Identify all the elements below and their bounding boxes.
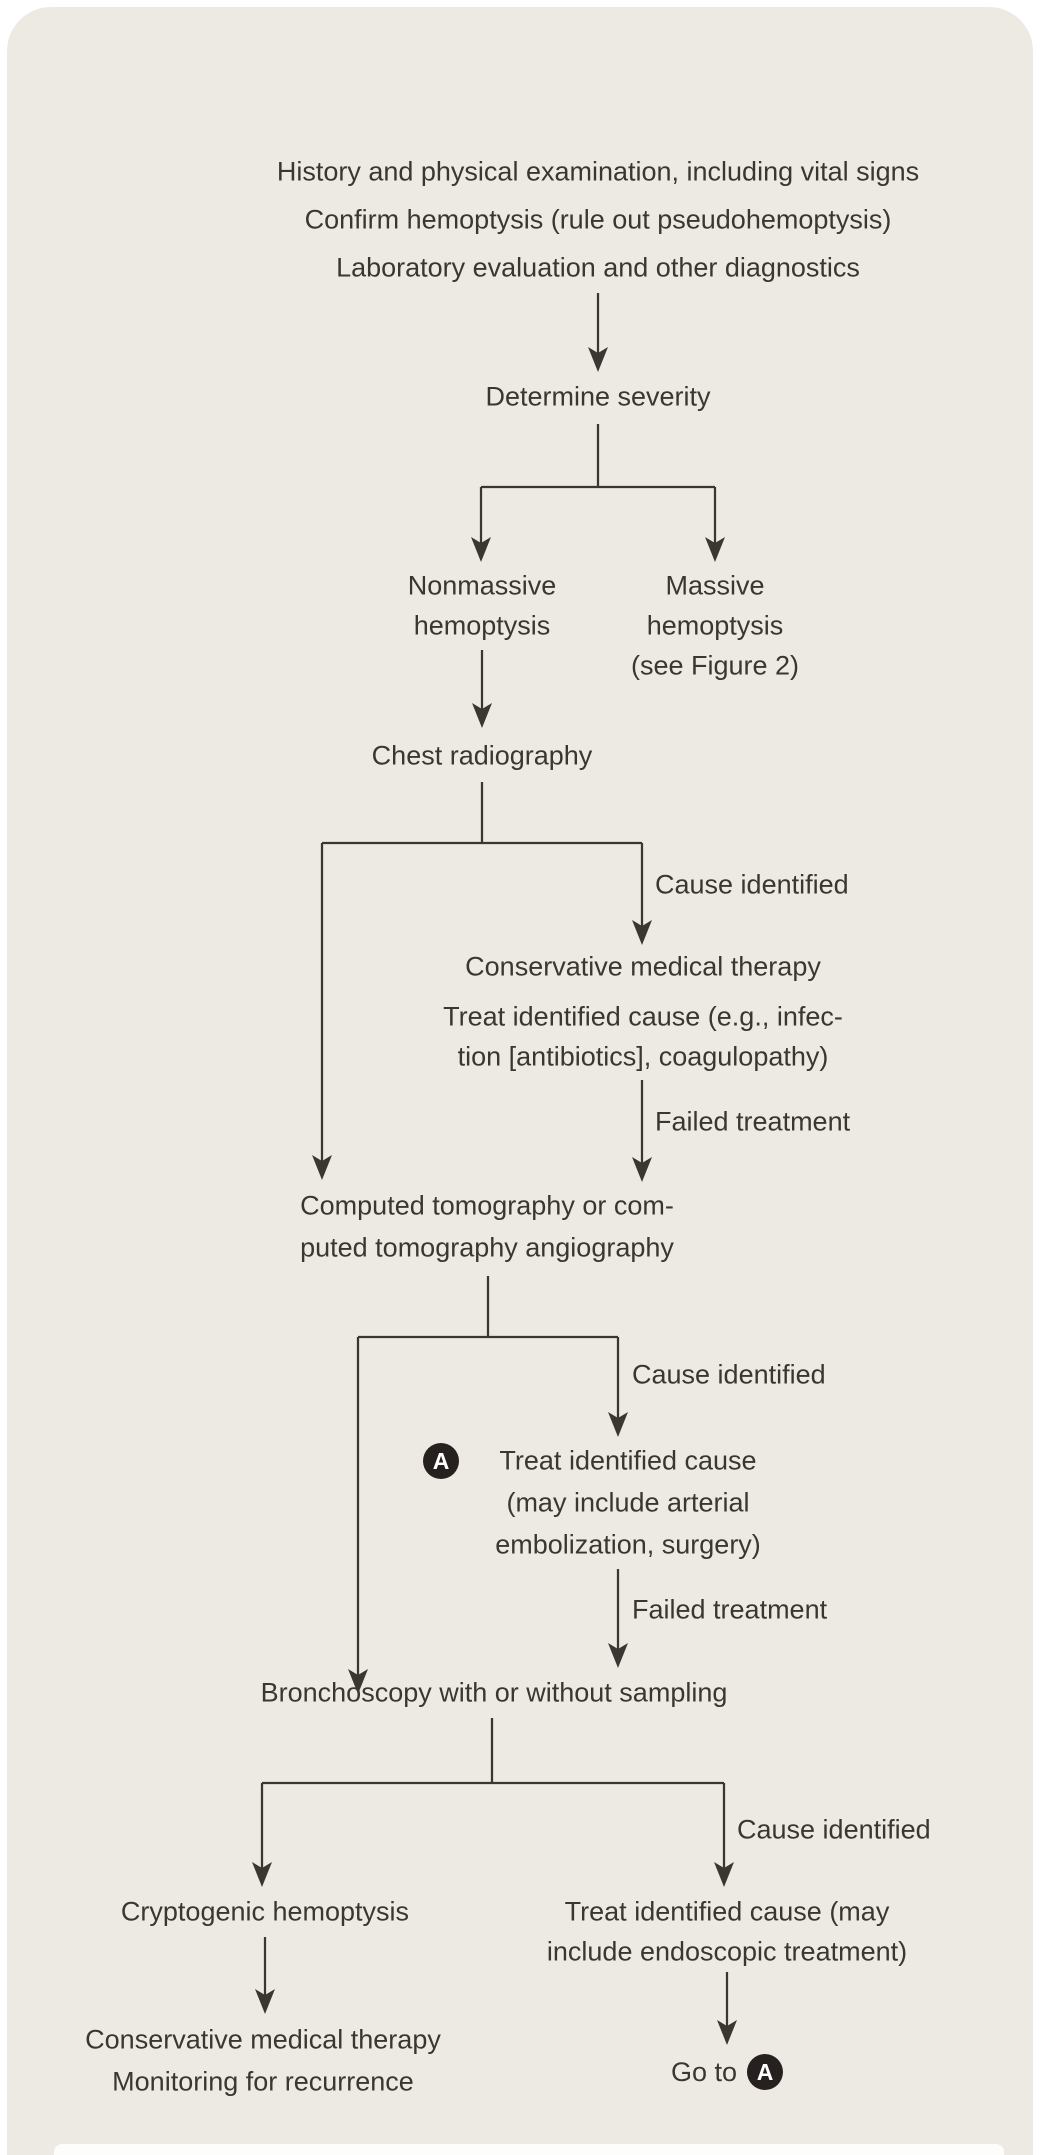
node-conservative-therapy-line2: tion [antibiotics], coagulopathy) [457,1041,829,1072]
node-conservative-monitoring-line1: Conservative medical therapy [85,2024,441,2055]
node-initial-workup-line2: Confirm hemoptysis (rule out pseudohemoptysis) [304,204,892,235]
go-to-a-badge: A [747,2054,783,2090]
node-nonmassive-line2: hemoptysis [413,610,551,641]
connector-bronchoscopy-split [262,1718,724,1870]
go-to-text: Go to [670,2056,738,2087]
node-go-to-a [671,2054,783,2090]
edge-label-failed-treatment-2: Failed treatment [632,1594,828,1625]
node-treat-arterial-line3: embolization, surgery) [495,1529,761,1560]
node-determine-severity: Determine severity [485,381,711,412]
node-conservative-monitoring-line2: Monitoring for recurrence [112,2066,414,2097]
edge-label-cause-identified-1: Cause identified [655,869,849,900]
node-treat-endoscopic-line2: include endoscopic treatment) [546,1936,908,1967]
node-massive-line3: (see Figure 2) [630,650,800,681]
edge-label-cause-identified-2: Cause identified [632,1359,826,1390]
node-chest-radiography: Chest radiography [371,740,593,771]
node-conservative-therapy-title: Conservative medical therapy [465,951,821,982]
connector-severity-split [481,424,715,545]
node-cryptogenic: Cryptogenic hemoptysis [120,1896,410,1927]
node-treat-arterial-line2: (may include arterial [506,1487,750,1518]
node-initial-workup-line3: Laboratory evaluation and other diagnostics [336,252,860,283]
node-conservative-therapy-line1: Treat identified cause (e.g., infec- [443,1001,843,1032]
edge-label-cause-identified-3: Cause identified [737,1814,931,1845]
node-massive-line2: hemoptysis [646,610,784,641]
marker-a-badge: A [423,1443,459,1479]
node-treat-endoscopic-line1: Treat identified cause (may [564,1896,890,1927]
node-initial-workup-line1: History and physical examination, including vital signs [276,156,920,187]
connector-ct-split [358,1276,618,1677]
node-treat-arterial-line1: Treat identified cause [499,1445,757,1476]
node-massive-line1: Massive [665,570,765,601]
node-nonmassive-line1: Nonmassive [407,570,557,601]
bottom-card [54,2144,1004,2155]
node-bronchoscopy: Bronchoscopy with or without sampling [260,1677,728,1708]
edge-label-failed-treatment-1: Failed treatment [655,1106,851,1137]
node-ct-line1: Computed tomography or com- [300,1190,674,1221]
node-ct-line2: puted tomography angiography [300,1232,674,1263]
